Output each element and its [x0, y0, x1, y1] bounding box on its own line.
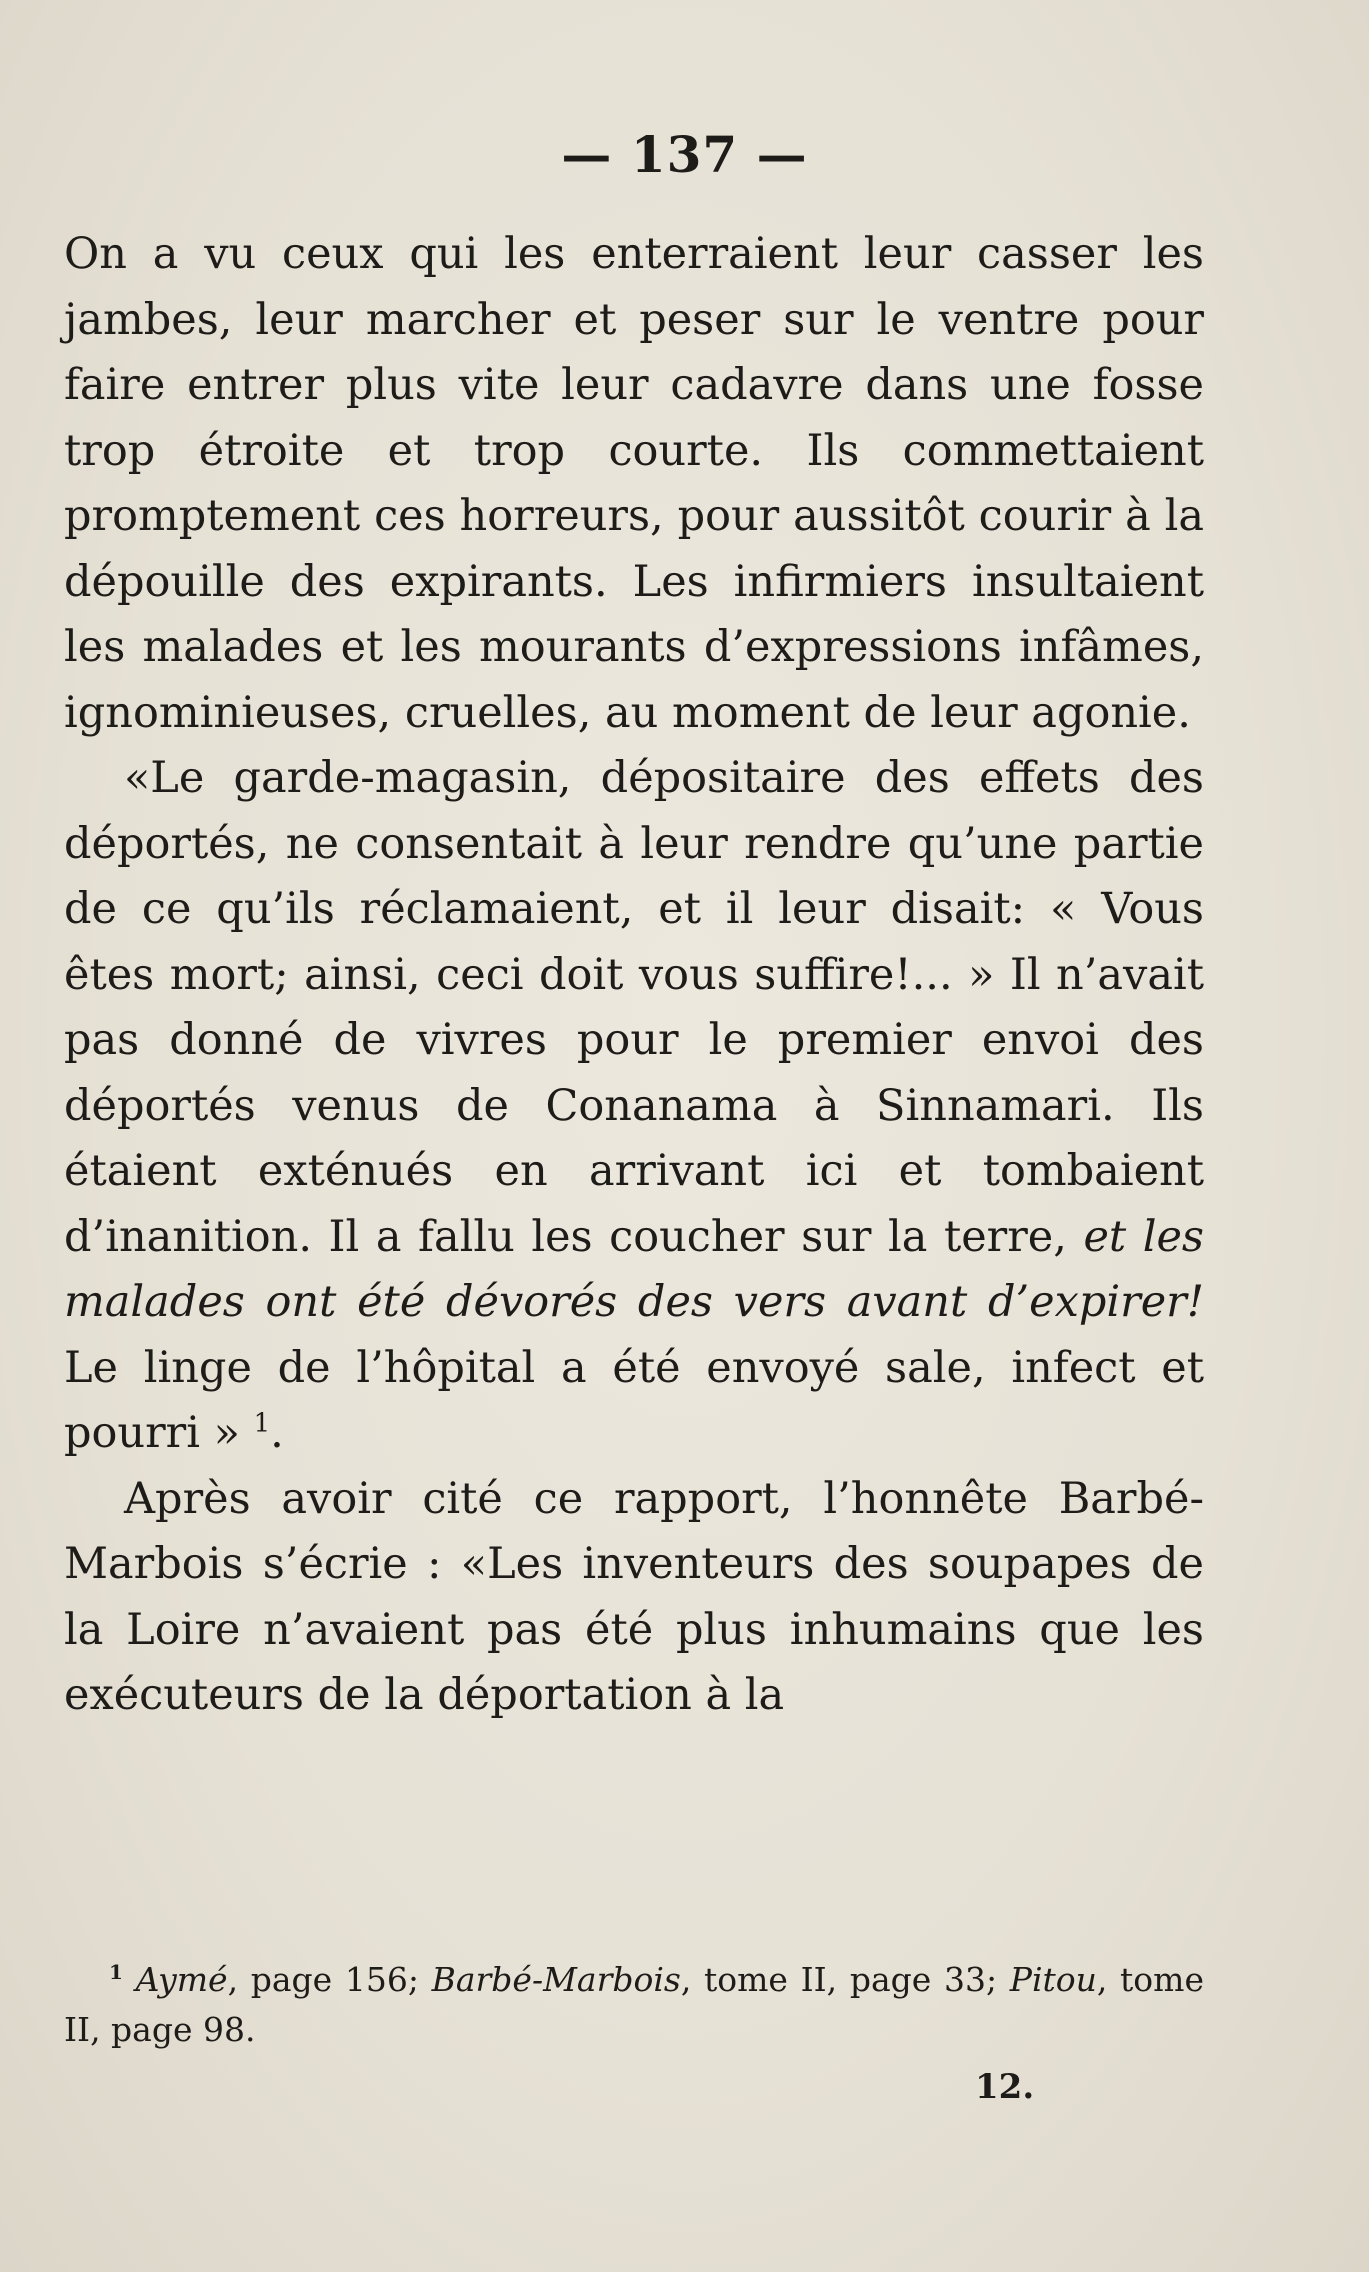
footnote-author-2: Barbé-Marbois — [431, 1960, 681, 1999]
footnote-ref-1: , page 156; — [227, 1960, 432, 1999]
signature-mark: 12. — [975, 2067, 1035, 2107]
paragraph-2 — [64, 746, 1204, 1467]
footnote — [64, 1955, 1204, 2055]
footnote-ref-2: , tome II, page 33; — [680, 1960, 1010, 1999]
paragraph-2-part-a: «Le garde-magasin, dépositaire des effets des déportés, ne consentait à leur rendre qu’une partie de ce qu’ils réclamaient, et il leur disait: « Vous êtes mort; ainsi, ceci doit vous suffire!... » Il n’avait pas donné de vivres pour le premier envoi des déportés venus de Conanama à Sinnamari. Ils étaient exténués en arrivant ici et tombaient d’inanition. Il a fallu les coucher sur la terre, — [64, 753, 1204, 1262]
footnote-ref-3: , tome II, page 98. — [64, 1960, 1204, 2049]
footnote-marker: 1 — [109, 1960, 123, 1984]
footnote-reference: 1 — [253, 1408, 271, 1439]
paragraph-1: On a vu ceux qui les enterraient leur casser les jambes, leur marcher et peser sur le ventre pour faire entrer plus vite leur cadavre dans une fosse trop étroite et trop courte. Ils commettaient promptement ces horreurs, pour aussitôt courir à la dépouille des expirants. Les infirmiers insultaient les malades et les mourants d’expressions infâmes, ignominieuses, cruelles, au moment de leur agonie. — [64, 229, 1204, 738]
paragraph-2-end: . — [270, 1408, 284, 1458]
paragraph-2-italic: et les malades ont été dévorés des vers avant d’expirer! — [64, 1211, 1204, 1327]
footnote-author-3: Pitou — [1009, 1960, 1097, 1999]
paragraph-3: Après avoir cité ce rapport, l’honnête Barbé-Marbois s’écrie : «Les inventeurs des soupapes de la Loire n’avaient pas été plus inhumains que les exécuteurs de la déportation à la — [64, 1473, 1204, 1720]
footnote-author-1: Aymé — [135, 1960, 228, 1999]
main-text — [64, 222, 1204, 1729]
paragraph-2-part-b: Le linge de l’hôpital a été envoyé sale, infect et pourri » — [64, 1342, 1204, 1458]
page-number: — 137 — — [561, 125, 808, 184]
